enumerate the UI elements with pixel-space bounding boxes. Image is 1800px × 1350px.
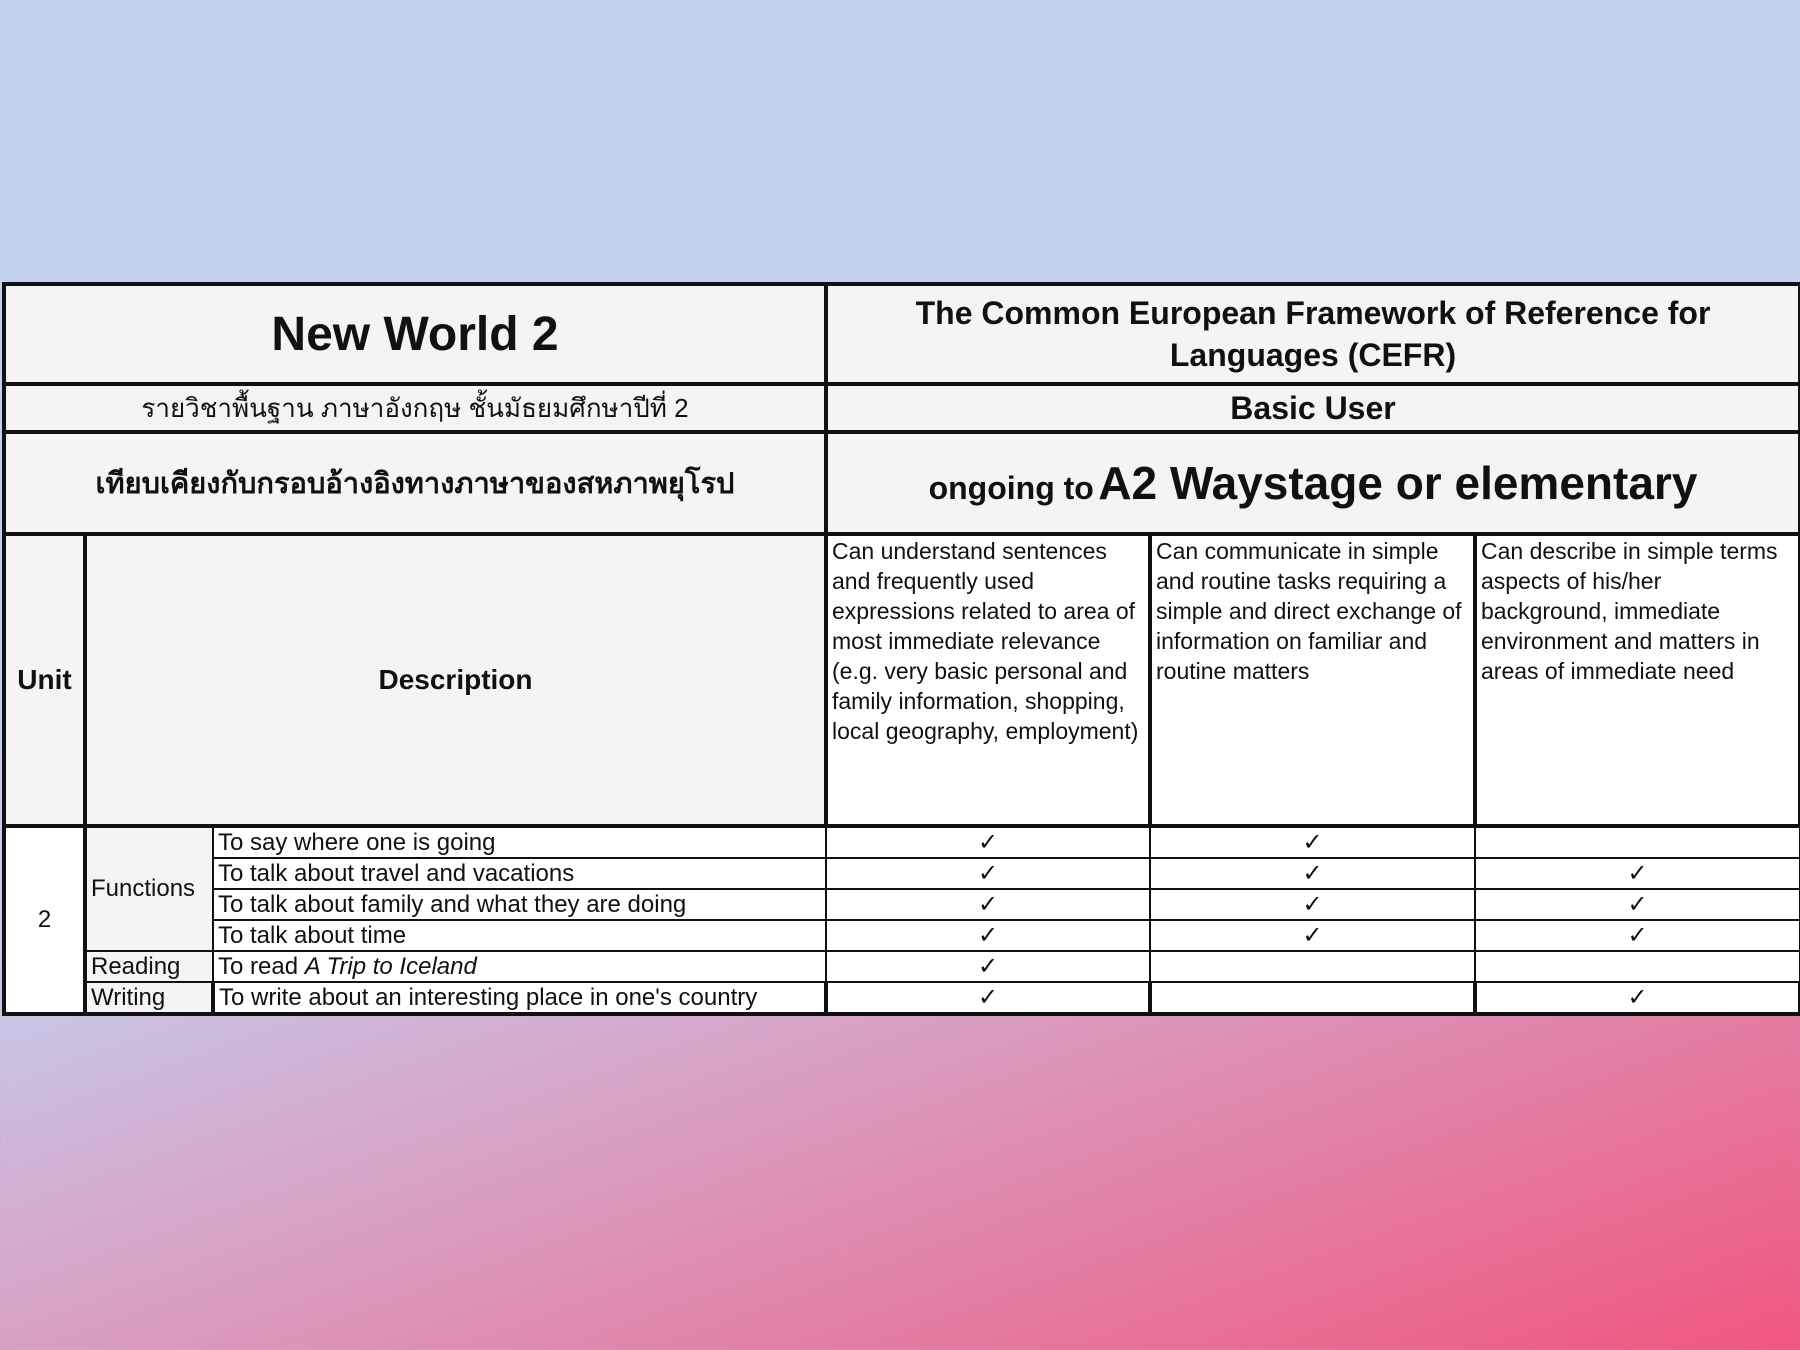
check-icon: ✓ (977, 984, 999, 1011)
unit-number: 2 (4, 826, 85, 1014)
book-title: New World 2 (4, 284, 826, 384)
row-text: To talk about family and what they are doing (213, 889, 826, 920)
check-icon: ✓ (1627, 891, 1648, 918)
cefr-table (2, 282, 1800, 1016)
descriptor-1: Can understand sentences and frequently used expressions related to area of most immediate relevance (e.g. very basic personal and family information, shopping, local geography, employment) (826, 534, 1150, 826)
table-row (4, 889, 1800, 920)
check-cell (1475, 858, 1800, 889)
check-icon: ✓ (977, 953, 999, 980)
table-row (4, 826, 1800, 858)
check-icon: ✓ (1627, 984, 1648, 1011)
descriptor-2: Can communicate in simple and routine tasks requiring a simple and direct exchange of information on familiar and routine matters (1150, 534, 1475, 826)
row-text: To write about an interesting place in one's country (213, 982, 826, 1014)
level-prefix: ongoing to (928, 470, 1094, 506)
check-cell (826, 889, 1150, 920)
check-cell (1475, 826, 1800, 858)
check-cell (826, 982, 1150, 1014)
row-text: To say where one is going (213, 826, 826, 858)
category-functions: Functions (85, 826, 213, 951)
check-cell (826, 951, 1150, 982)
check-cell (826, 920, 1150, 951)
table-row (4, 982, 1800, 1014)
description-header: Description (85, 534, 826, 826)
thai-subject: รายวิชาพื้นฐาน ภาษาอังกฤษ ชั้นมัธยมศึกษาปีที่ 2 (4, 384, 826, 432)
cefr-title: The Common European Framework of Reference for Languages (CEFR) (826, 284, 1800, 384)
table-row (4, 920, 1800, 951)
check-icon: ✓ (1302, 860, 1323, 887)
cefr-level (826, 432, 1800, 534)
check-cell (1475, 982, 1800, 1014)
row-text: To talk about travel and vacations (213, 858, 826, 889)
check-icon: ✓ (1627, 922, 1648, 949)
row-text-prefix: To read (218, 952, 299, 980)
check-icon: ✓ (1302, 922, 1323, 949)
level-group: Basic User (826, 384, 1800, 432)
check-cell (1150, 858, 1475, 889)
thai-compare: เทียบเคียงกับกรอบอ้างอิงทางภาษาของสหภาพยุโรป (4, 432, 826, 534)
background-band (0, 0, 1800, 282)
book-title-italic: A Trip to Iceland (304, 952, 477, 980)
row-text (213, 951, 826, 982)
check-cell (1475, 889, 1800, 920)
table-row (4, 951, 1800, 982)
check-cell (1150, 982, 1475, 1014)
check-icon: ✓ (1627, 860, 1648, 887)
category-writing: Writing (85, 982, 213, 1014)
descriptor-3: Can describe in simple terms aspects of his/her background, immediate environment and matters in areas of immediate need (1475, 534, 1800, 826)
check-icon: ✓ (977, 891, 999, 918)
check-icon: ✓ (977, 922, 999, 949)
check-cell (1150, 826, 1475, 858)
check-icon: ✓ (977, 860, 999, 887)
check-cell (1150, 889, 1475, 920)
unit-header: Unit (4, 534, 85, 826)
check-cell (1475, 920, 1800, 951)
category-reading: Reading (85, 951, 213, 982)
table-row (4, 858, 1800, 889)
check-cell (1475, 951, 1800, 982)
check-cell (826, 858, 1150, 889)
row-text: To talk about time (213, 920, 826, 951)
level-name: A2 Waystage or elementary (1098, 457, 1698, 509)
check-icon: ✓ (1302, 891, 1323, 918)
check-cell (1150, 920, 1475, 951)
check-cell (1150, 951, 1475, 982)
check-icon: ✓ (977, 829, 999, 856)
check-icon: ✓ (1302, 829, 1323, 856)
check-cell (826, 826, 1150, 858)
